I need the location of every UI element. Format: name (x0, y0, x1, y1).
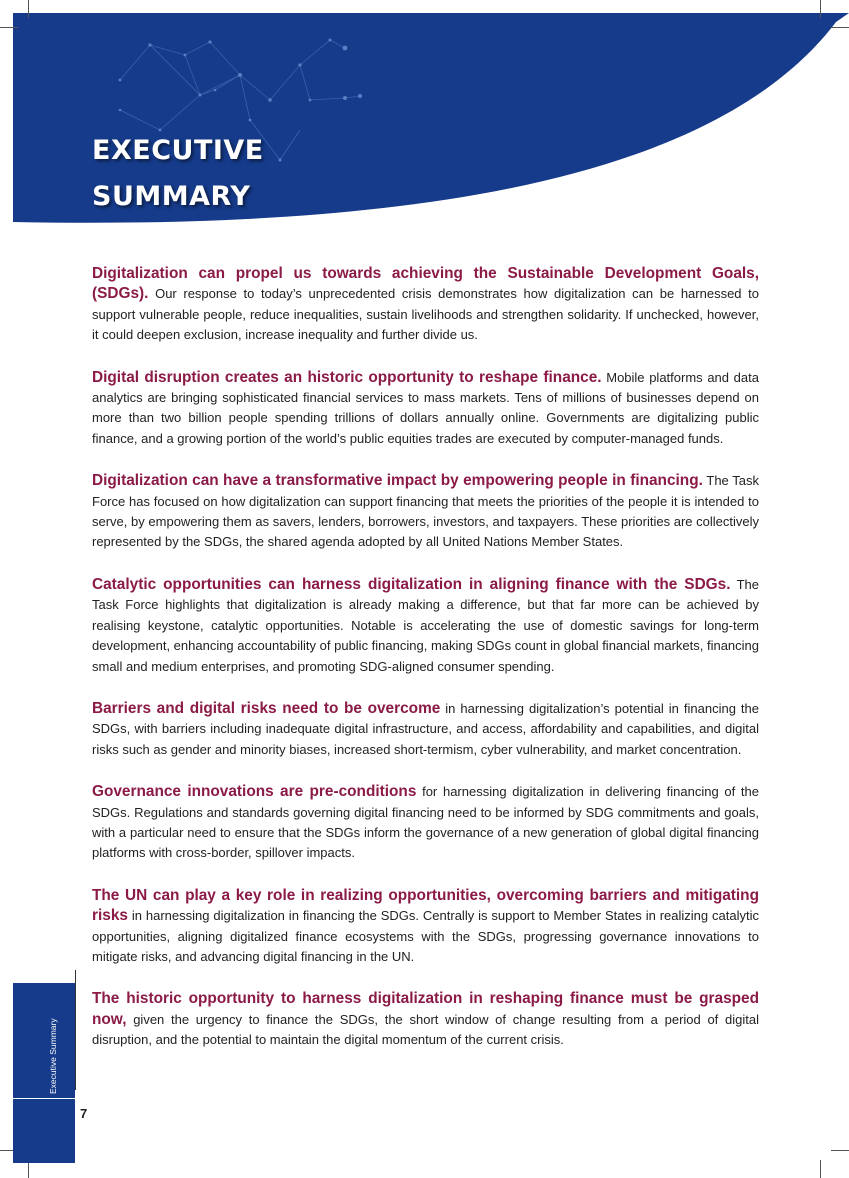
paragraph-body: Our response to today’s unprecedented crisis demonstrates how digitalization can be harnessed to support vulnerable people, reduce inequalities, sustain livelihoods and strengthen solidarity. If unchecked, however, it could deepen exclusion, increase inequality and further divide us. (92, 286, 759, 343)
summary-paragraph (92, 575, 759, 677)
paragraph-body: in harnessing digitalization in financing the SDGs. Centrally is support to Member States in realizing catalytic opportunities, aligning digitalized finance ecosystems with the SDGs, progressing governance innovations to mitigate risks, and advancing digital financing in the UN. (92, 908, 759, 964)
sidebar-label: Executive Summary (48, 1018, 58, 1094)
sidebar-rule (75, 970, 76, 1090)
page-title (92, 128, 264, 220)
summary-paragraph (92, 886, 759, 968)
summary-paragraph (92, 368, 759, 450)
crop-mark (831, 1150, 849, 1151)
paragraph-body: for harnessing digitalization in delivering financing of the SDGs. Regulations and standards governing digital financing need to be informed by SDG commitments and goals, with a particular need to ensure that the SDGs inform the governance of a new generation of global digital financing platforms with cross-border, spillover impacts. (92, 784, 759, 861)
summary-paragraph (92, 471, 759, 553)
crop-mark (820, 1160, 821, 1178)
paragraph-lead: Barriers and digital risks need to be overcome (92, 699, 441, 717)
sidebar-divider (13, 1098, 75, 1099)
paragraph-body: given the urgency to finance the SDGs, the short window of change resulting from a period of digital disruption, and the potential to maintain the digital momentum of the current crisis. (92, 1011, 759, 1048)
paragraph-lead: The historic opportunity to harness digitalization in reshaping finance must be grasped now, (92, 990, 759, 1028)
title-line: SUMMARY (92, 181, 251, 212)
title-line: EXECUTIVE (92, 135, 264, 166)
paragraph-body: in harnessing digitalization’s potential in financing the SDGs, with barriers including inadequate digital infrastructure, and access, affordability and capabilities, and digital risks such as gender and minority biases, increased short-termism, cyber vulnerability, and market concentration. (92, 700, 759, 757)
summary-paragraph (92, 782, 759, 864)
summary-paragraph (92, 699, 759, 760)
crop-mark (831, 27, 849, 28)
paragraph-lead: Digitalization can have a transformative impact by empowering people in financing. (92, 472, 703, 490)
crop-mark (0, 27, 18, 28)
paragraph-lead: Digitalization can propel us towards achieving the Sustainable Development Goals, (SDGs). (92, 265, 759, 303)
summary-paragraph (92, 989, 759, 1050)
paragraph-body: Mobile platforms and data analytics are bringing sophisticated financial services to mass markets. Tens of millions of businesses depend on more than two billion people spending trillions of dollars annually online. Governments are digitalizing public finance, and a growing portion of the world’s public equities trades are executed by computer-managed funds. (92, 369, 759, 446)
paragraph-body: The Task Force highlights that digitalization is already making a difference, but that far more can be achieved by realising keystone, catalytic opportunities. Notable is accelerating the use of domestic savings for long-term development, enhancing accountability of public financing, making SDGs count in global financial markets, financing small and medium enterprises, and promoting SDG-aligned consumer spending. (92, 576, 759, 674)
paragraph-lead: Catalytic opportunities can harness digitalization in aligning finance with the SDGs. (92, 575, 731, 593)
sidebar-tab (13, 983, 75, 1163)
page-number: 7 (80, 1106, 88, 1121)
summary-paragraph (92, 264, 759, 346)
paragraph-lead: The UN can play a key role in realizing opportunities, overcoming barriers and mitigating risks (92, 886, 759, 925)
crop-mark (28, 0, 29, 18)
paragraph-lead: Digital disruption creates an historic opportunity to reshape finance. (92, 368, 602, 386)
paragraph-lead: Governance innovations are pre-conditions (92, 783, 417, 801)
crop-mark (820, 0, 821, 18)
paragraph-body: The Task Force has focused on how digitalization can support financing that meets the priorities of the people it is intended to serve, by empowering them as savers, lenders, borrowers, investors, and taxpayers. These priorities are collectively represented by the SDGs, the shared agenda adopted by all United Nations Member States. (92, 473, 759, 550)
summary-content (92, 264, 759, 1073)
